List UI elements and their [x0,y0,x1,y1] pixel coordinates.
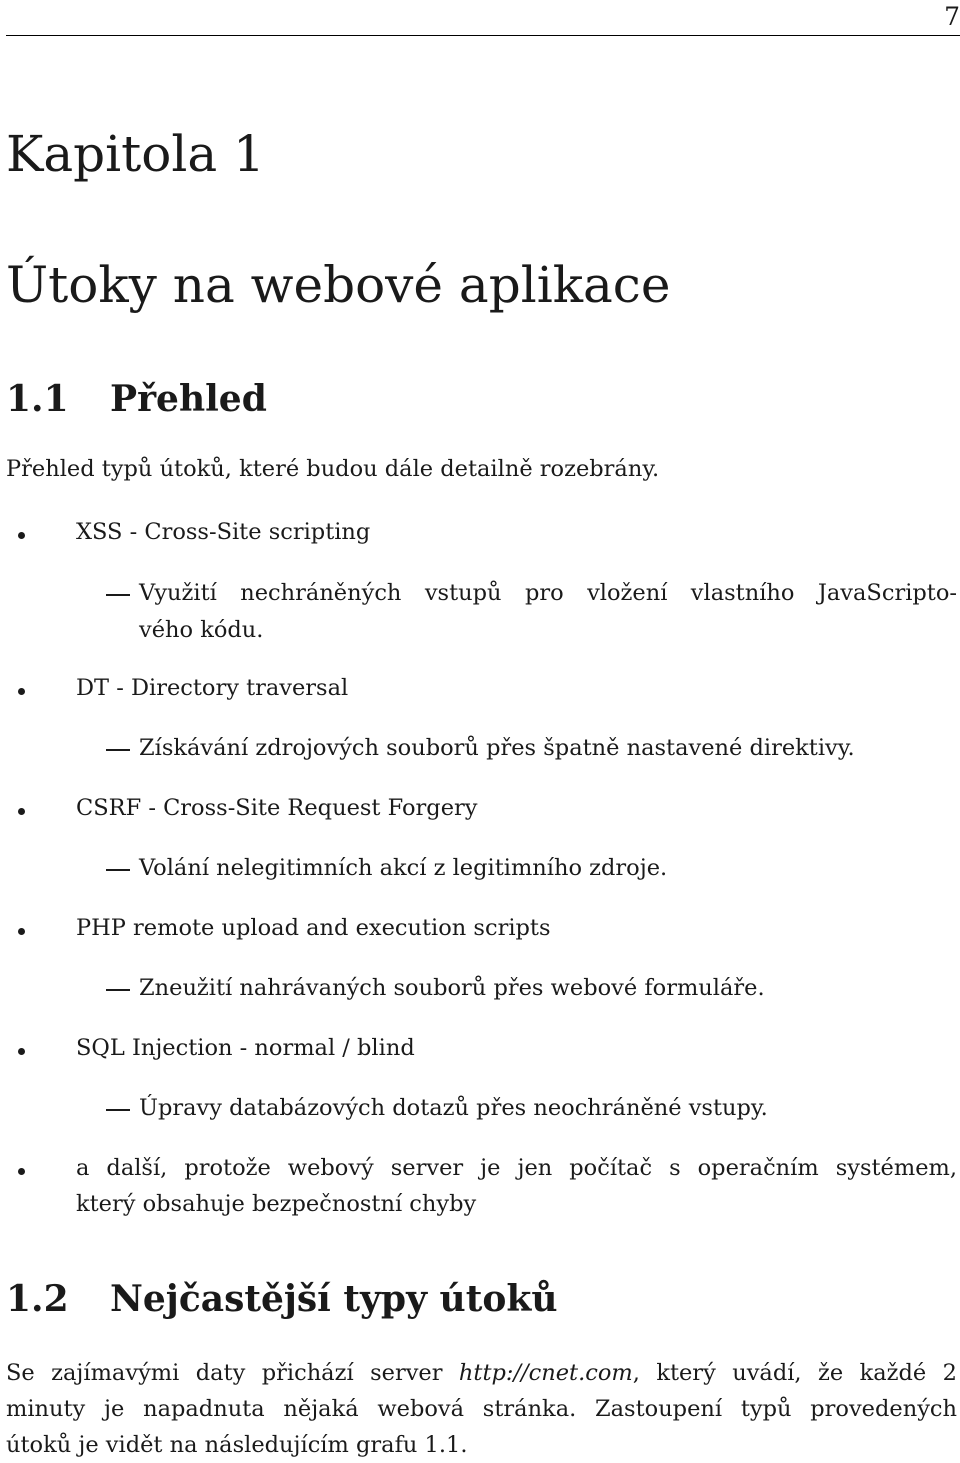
bullet-icon [18,808,25,815]
section-title: Přehled [110,378,267,420]
sub-item-continuation: vého kódu. [139,617,264,643]
list-item: SQL Injection - normal / blind [76,1035,415,1061]
bullet-icon [18,688,25,695]
paragraph-line: Se zajímavými daty přichází server http://cnet.com, který uvádí, že každé 2 [6,1360,957,1386]
sub-item: Úpravy databázových dotazů přes neochráněné vstupy. [139,1095,768,1121]
list-item: CSRF - Cross-Site Request Forgery [76,795,478,821]
sub-item: Zneužití nahrávaných souborů přes webové formuláře. [139,975,765,1001]
list-item: a další, protože webový server je jen počítač s operačním systémem, [76,1155,957,1181]
bullet-icon [18,1048,25,1055]
section-heading-overview [6,377,267,421]
list-item: PHP remote upload and execution scripts [76,915,551,941]
intro-paragraph: Přehled typů útoků, které budou dále detailně rozebrány. [6,456,660,482]
list-item: DT - Directory traversal [76,675,349,701]
page-number: 7 [944,2,960,31]
section-number: 1.1 [6,378,69,420]
chapter-title: Útoky na webové aplikace [6,256,671,314]
bullet-icon [18,1168,25,1175]
list-item-continuation: který obsahuje bezpečnostní chyby [76,1191,477,1217]
url-link[interactable]: http://cnet.com [458,1360,633,1386]
header-rule [6,35,960,36]
sub-item: Využití nechráněných vstupů pro vložení vlastního JavaScripto- [139,580,957,606]
list-item: XSS - Cross-Site scripting [76,519,371,545]
dash-icon [106,594,130,596]
dash-icon [106,989,130,991]
paragraph-line: útoků je vidět na následujícím grafu 1.1. [6,1432,468,1458]
section-number: 1.2 [6,1278,69,1320]
dash-icon [106,749,130,751]
paragraph-line: minuty je napadnuta nějaká webová stránka. Zastoupení typů provedených [6,1396,957,1422]
bullet-icon [18,532,25,539]
bullet-icon [18,928,25,935]
section-title: Nejčastější typy útoků [110,1278,558,1320]
sub-item: Volání nelegitimních akcí z legitimního zdroje. [139,855,668,881]
dash-icon [106,1109,130,1111]
section-heading-common-attacks [6,1277,558,1321]
sub-item: Získávání zdrojových souborů přes špatně nastavené direktivy. [139,735,855,761]
dash-icon [106,869,130,871]
chapter-label: Kapitola 1 [6,125,265,183]
